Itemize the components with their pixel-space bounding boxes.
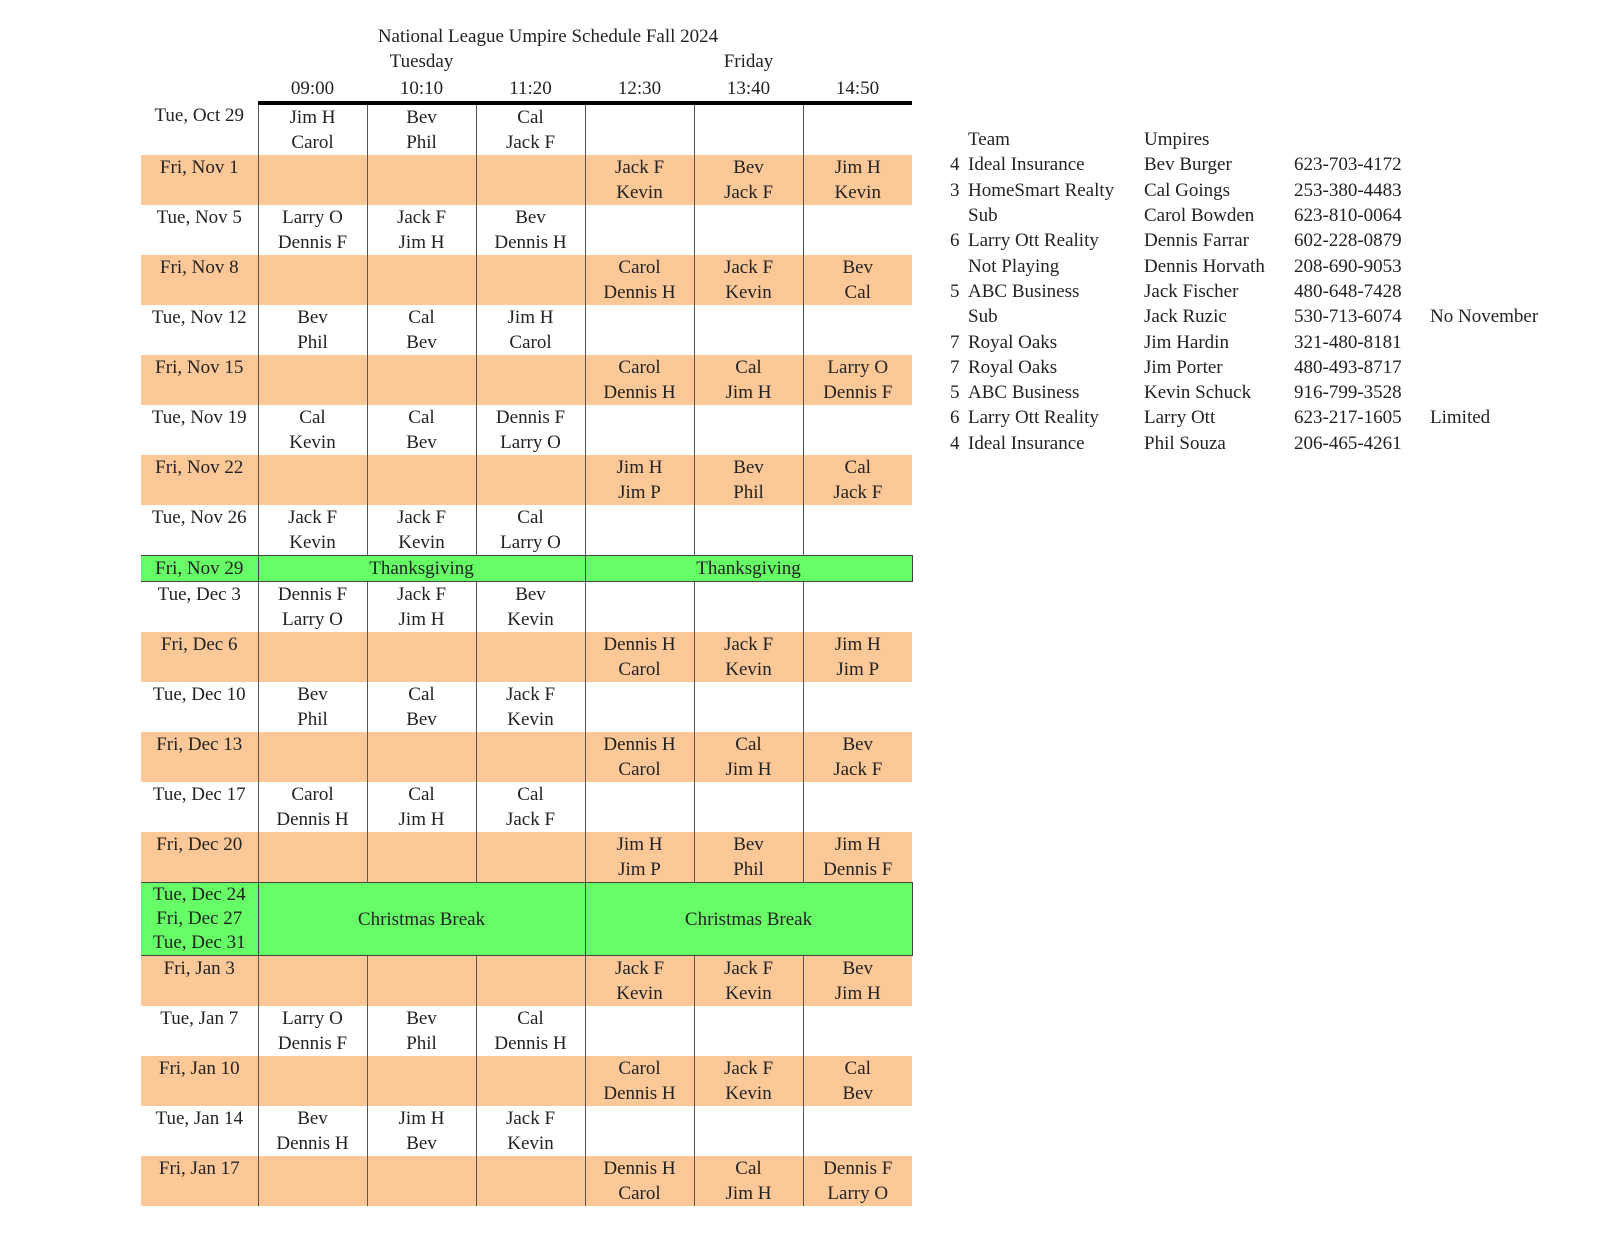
umpire-slot [803,103,912,155]
umpire-slot [258,255,367,305]
team-name: HomeSmart Realty [968,179,1115,201]
schedule-row [141,832,912,883]
umpire-row [950,203,1560,228]
umpire-slot: Cal Kevin [258,405,367,455]
schedule-row [141,682,912,732]
umpire-name: Jim Porter [1144,356,1223,378]
umpire-slot [258,1156,367,1206]
umpire-slot [258,632,367,682]
umpire-slot: Larry O Dennis F [803,355,912,405]
umpire-slot: Jack F Kevin [367,505,476,556]
schedule-row [141,883,912,956]
schedule-row [141,505,912,556]
umpire-phone: 253-380-4483 [1294,179,1402,201]
umpire-slot [367,255,476,305]
umpire-slot [585,782,694,832]
umpire-slot: Jim H Kevin [803,155,912,205]
schedule-row [141,155,912,205]
umpire-slot: Bev Cal [803,255,912,305]
team-number: 7 [950,356,960,378]
team-name: Royal Oaks [968,356,1058,378]
date-cell: Fri, Dec 20 [141,832,258,883]
schedule-row [141,305,912,355]
date-cell: Tue, Nov 12 [151,307,247,328]
umpire-slot: Jim H Carol [258,103,367,155]
umpire-slot: Bev Dennis H [476,205,585,255]
date-cell: Fri, Nov 15 [141,355,258,405]
umpire-row [950,355,1560,380]
umpire-slot [258,956,367,1007]
schedule-row [141,1006,912,1056]
umpire-slot [585,505,694,556]
team-name: ABC Business [968,382,1080,404]
umpire-slot: Bev Phil [367,1006,476,1056]
umpire-slot [803,1106,912,1156]
umpire-name: Larry Ott [1144,407,1216,429]
umpire-slot [476,455,585,505]
schedule-row [141,103,912,155]
umpire-slot [367,355,476,405]
umpire-slot [367,832,476,883]
team-name: Larry Ott Reality [968,407,1099,429]
umpire-phone: 530-713-6074 [1294,306,1402,328]
holiday-label: Christmas Break [585,883,912,956]
umpire-name: Carol Bowden [1144,205,1255,227]
date-cell: Tue, Nov 26 [151,507,247,528]
umpire-slot [803,582,912,633]
umpire-slot [585,205,694,255]
umpire-slot: Carol Dennis H [585,355,694,405]
date-cell: Tue, Nov 5 [156,207,242,228]
team-number: 6 [950,230,960,252]
umpire-slot [694,205,803,255]
umpire-slot: Bev Jack F [694,155,803,205]
umpire-phone: 480-648-7428 [1294,280,1402,302]
team-name: Ideal Insurance [968,432,1085,454]
umpire-row [950,405,1560,430]
umpire-slot: Dennis H Carol [585,732,694,782]
umpire-slot [694,1006,803,1056]
schedule-row [141,1156,912,1206]
team-name: Not Playing [968,255,1060,277]
schedule-row [141,956,912,1007]
umpire-slot [476,155,585,205]
date-cell: Tue, Dec 10 [152,684,246,705]
umpire-slot [258,1056,367,1106]
date-cell: Tue, Jan 7 [160,1008,239,1029]
umpire-slot: Cal Jack F [476,103,585,155]
umpire-note [1430,228,1560,253]
umpire-slot: Dennis H Carol [585,632,694,682]
umpire-slot: Jim H Jim P [803,632,912,682]
holiday-label: Thanksgiving [258,556,585,582]
umpire-slot: Bev Phil [367,103,476,155]
umpire-phone: 602-228-0879 [1294,230,1402,252]
umpire-slot [258,355,367,405]
umpire-slot: Jack F Jim H [367,582,476,633]
umpire-slot: Cal Jim H [694,1156,803,1206]
schedule-row [141,255,912,305]
umpire-row [950,228,1560,253]
umpire-name: Jack Ruzic [1144,306,1227,328]
umpire-name: Bev Burger [1144,154,1232,176]
umpire-slot [476,1156,585,1206]
umpire-slot: Jack F Kevin [585,155,694,205]
schedule-row [141,355,912,405]
umpire-slot: Bev Phil [258,682,367,732]
umpire-note [1430,355,1560,380]
umpire-slot: Carol Dennis H [585,1056,694,1106]
umpire-note [1430,178,1560,203]
umpire-slot [585,682,694,732]
umpire-note [1430,152,1560,177]
umpire-row [950,178,1560,203]
umpire-row [950,431,1560,456]
holiday-label: Thanksgiving [585,556,912,582]
umpire-slot: Jack F Kevin [476,1106,585,1156]
umpire-slot [585,1106,694,1156]
umpire-slot [367,1056,476,1106]
umpire-slot: Jack F Kevin [694,956,803,1007]
umpire-name: Phil Souza [1144,432,1226,454]
umpire-slot [258,832,367,883]
umpire-slot [367,956,476,1007]
date-cell: Fri, Nov 29 [141,556,258,582]
umpire-slot: Jack F Kevin [585,956,694,1007]
umpire-name: Cal Goings [1144,179,1231,201]
team-number: 4 [950,432,960,454]
team-number [950,253,968,278]
umpire-note [1430,253,1560,278]
umpire-slot: Jack F Kevin [694,1056,803,1106]
umpire-row [950,329,1560,354]
umpire-slot: Dennis F Larry O [803,1156,912,1206]
umpire-slot: Cal Bev [803,1056,912,1106]
time-header: 14:50 [803,76,912,103]
date-cell: Fri, Nov 1 [141,155,258,205]
date-cell: Tue, Oct 29 [154,105,245,126]
umpire-slot [694,103,803,155]
umpire-slot: Dennis F Larry O [258,582,367,633]
team-header: Team [968,129,1010,151]
umpire-slot [585,305,694,355]
team-name: Royal Oaks [968,331,1058,353]
umpire-slot [476,832,585,883]
umpire-slot [258,455,367,505]
umpire-slot: Jim H Jim P [585,832,694,883]
umpire-slot [803,305,912,355]
umpire-row [950,380,1560,405]
umpire-slot: Dennis H Carol [585,1156,694,1206]
schedule-row [141,405,912,455]
umpire-note [1430,203,1560,228]
umpire-slot: Bev Kevin [476,582,585,633]
umpire-slot: Cal Jim H [694,355,803,405]
schedule-row [141,782,912,832]
umpire-slot: Jack F Kevin [258,505,367,556]
team-number [950,304,968,329]
umpire-slot [694,305,803,355]
umpire-slot [585,103,694,155]
date-cell: Fri, Dec 6 [141,632,258,682]
umpire-slot: Jim H Bev [367,1106,476,1156]
team-name: Larry Ott Reality [968,230,1099,252]
umpire-slot [803,405,912,455]
date-cell: Fri, Jan 17 [141,1156,258,1206]
schedule-row [141,556,912,582]
umpire-note [1430,329,1560,354]
date-cell: Tue, Nov 19 [151,407,247,428]
tuesday-header: Tuesday [389,51,454,72]
team-name: Sub [968,205,998,227]
schedule-table [141,76,913,1206]
schedule-row [141,582,912,633]
umpire-slot: Carol Dennis H [585,255,694,305]
umpire-slot [476,732,585,782]
umpire-slot: Bev Phil [258,305,367,355]
umpire-phone: 480-493-8717 [1294,356,1402,378]
date-column-header [141,76,258,103]
umpire-slot: Jim H Jim P [585,455,694,505]
schedule-row [141,632,912,682]
umpire-slot [585,1006,694,1056]
umpire-slot: Bev Phil [694,455,803,505]
umpire-slot: Jack F Jim H [367,205,476,255]
umpire-slot: Jim H Carol [476,305,585,355]
schedule-row [141,1106,912,1156]
umpire-slot [258,732,367,782]
umpire-slot [803,1006,912,1056]
umpire-slot: Jack F Kevin [694,255,803,305]
umpire-slot: Jim H Dennis F [803,832,912,883]
umpire-phone: 623-810-0064 [1294,205,1402,227]
umpire-slot: Bev Jim H [803,956,912,1007]
umpire-slot: Cal Jim H [694,732,803,782]
umpire-slot [803,782,912,832]
schedule-row [141,1056,912,1106]
schedule-header [141,76,912,103]
umpire-slot: Cal Dennis H [476,1006,585,1056]
team-name: Sub [968,306,998,328]
umpire-slot: Cal Bev [367,405,476,455]
holiday-label: Christmas Break [258,883,585,956]
umpire-note: No November [1430,306,1539,328]
date-cell: Tue, Dec 17 [152,784,246,805]
umpire-slot [803,205,912,255]
umpire-slot [476,1056,585,1106]
umpires-table [950,127,1560,456]
umpire-slot [476,255,585,305]
umpire-note [1430,380,1560,405]
schedule-row [141,732,912,782]
schedule-row [141,205,912,255]
umpire-slot: Bev Phil [694,832,803,883]
date-cell: Tue, Dec 3 [157,584,241,605]
umpire-name: Dennis Farrar [1144,230,1249,252]
umpire-slot [585,405,694,455]
umpire-slot: Bev Dennis H [258,1106,367,1156]
umpire-slot: Cal Bev [367,305,476,355]
umpire-name: Kevin Schuck [1144,382,1252,404]
umpire-row [950,304,1560,329]
umpire-slot: Dennis F Larry O [476,405,585,455]
date-cell: Tue, Jan 14 [155,1108,243,1129]
umpire-phone: 623-703-4172 [1294,154,1402,176]
umpire-slot: Cal Bev [367,682,476,732]
umpire-slot [585,582,694,633]
friday-header: Friday [723,51,774,72]
time-header: 13:40 [694,76,803,103]
umpire-slot [694,1106,803,1156]
time-header: 12:30 [585,76,694,103]
umpire-slot: Cal Jack F [476,782,585,832]
umpire-slot [367,455,476,505]
umpire-name: Jim Hardin [1144,331,1229,353]
umpire-slot: Larry O Dennis F [258,205,367,255]
team-name: ABC Business [968,280,1080,302]
umpire-slot: Cal Jack F [803,455,912,505]
umpire-phone: 623-217-1605 [1294,407,1402,429]
umpire-slot [367,732,476,782]
umpires-header-row [950,127,1560,152]
umpire-name: Jack Fischer [1144,280,1239,302]
umpire-slot [367,1156,476,1206]
schedule-body [141,103,912,1206]
umpire-slot [367,632,476,682]
umpire-slot: Larry O Dennis F [258,1006,367,1056]
date-cell: Fri, Dec 13 [141,732,258,782]
umpire-slot: Cal Jim H [367,782,476,832]
umpire-phone: 916-799-3528 [1294,382,1402,404]
umpire-slot [476,632,585,682]
date-cell: Fri, Nov 22 [141,455,258,505]
umpire-phone: 321-480-8181 [1294,331,1402,353]
page-title: National League Umpire Schedule Fall 2024 [377,26,719,47]
umpire-slot [803,505,912,556]
umpire-row [950,279,1560,304]
team-number: 3 [950,179,960,201]
umpire-row [950,152,1560,177]
umpire-slot: Bev Jack F [803,732,912,782]
team-number [950,203,968,228]
umpire-slot: Jack F Kevin [476,682,585,732]
umpire-note [1430,431,1560,456]
date-cell: Fri, Jan 3 [141,956,258,1007]
umpire-note: Limited [1430,407,1491,429]
umpire-name: Dennis Horvath [1144,255,1265,277]
umpire-slot [694,582,803,633]
umpire-slot [694,782,803,832]
date-cell: Tue, Dec 24 Fri, Dec 27 Tue, Dec 31 [141,883,258,956]
time-header: 09:00 [258,76,367,103]
umpire-slot: Carol Dennis H [258,782,367,832]
team-number: 7 [950,331,960,353]
team-number: 4 [950,154,960,176]
umpire-row [950,253,1560,278]
umpire-slot [803,682,912,732]
date-cell: Fri, Jan 10 [141,1056,258,1106]
umpire-slot [694,682,803,732]
team-number: 6 [950,407,960,429]
time-header: 11:20 [476,76,585,103]
umpire-slot [694,505,803,556]
umpire-slot: Cal Larry O [476,505,585,556]
team-number: 5 [950,382,960,404]
umpire-phone: 206-465-4261 [1294,432,1402,454]
schedule-row [141,455,912,505]
time-header: 10:10 [367,76,476,103]
date-cell: Fri, Nov 8 [141,255,258,305]
team-name: Ideal Insurance [968,154,1085,176]
umpire-slot [694,405,803,455]
team-number: 5 [950,280,960,302]
umpire-slot [367,155,476,205]
umpires-header: Umpires [1144,129,1210,151]
umpire-slot [258,155,367,205]
umpire-slot: Jack F Kevin [694,632,803,682]
umpire-note [1430,279,1560,304]
umpire-phone: 208-690-9053 [1294,255,1402,277]
umpire-slot [476,355,585,405]
umpire-slot [476,956,585,1007]
